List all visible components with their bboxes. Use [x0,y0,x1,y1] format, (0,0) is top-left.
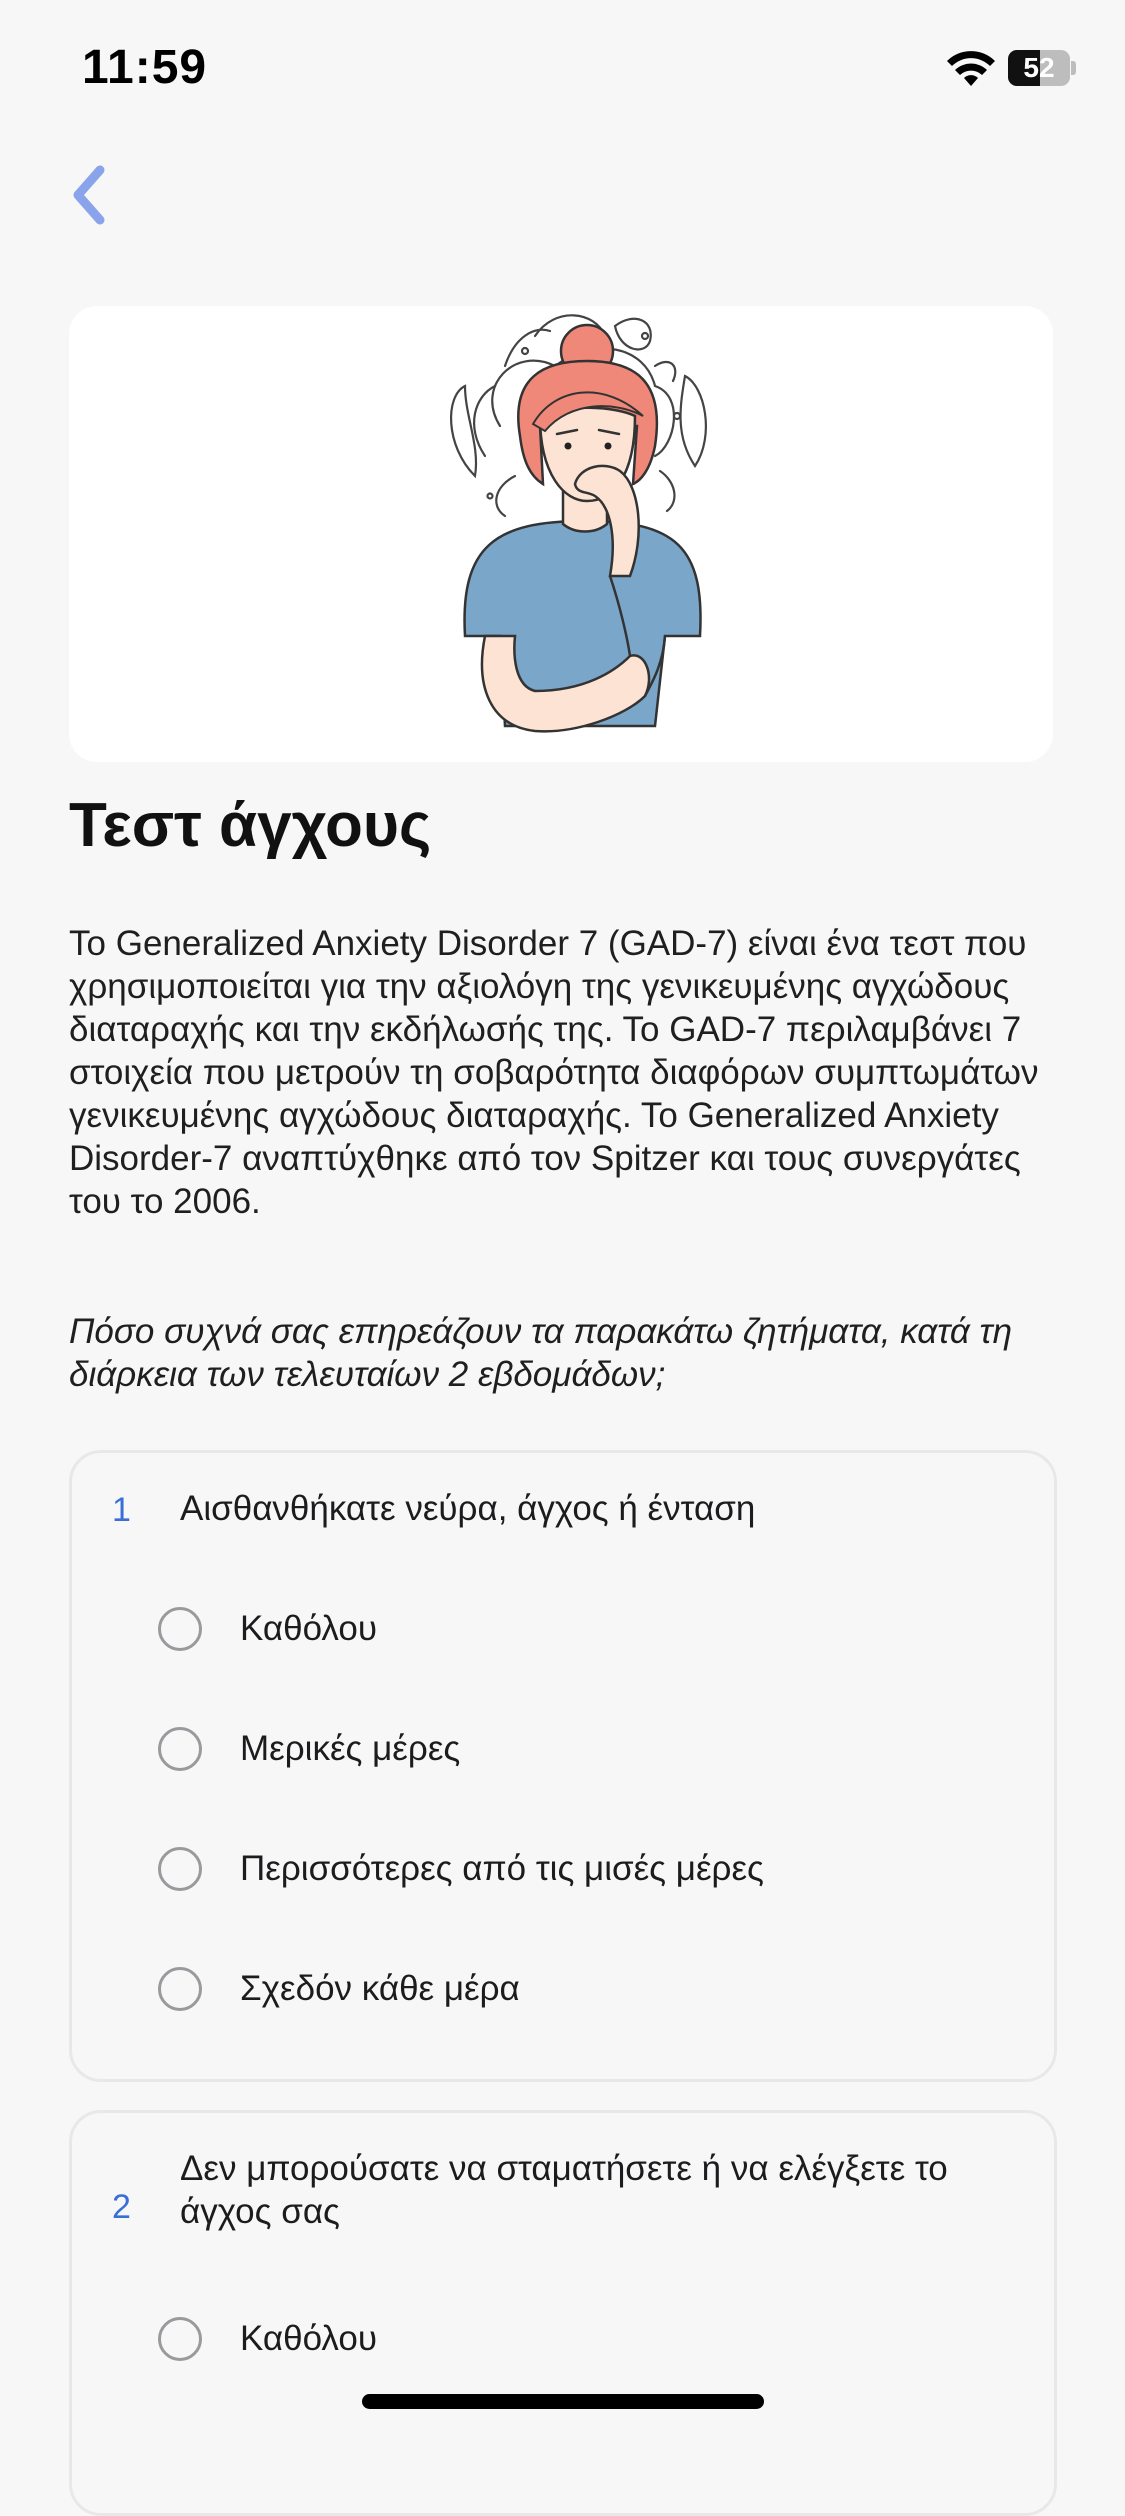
question-number: 2 [112,2188,131,2226]
battery-level: 52 [1023,52,1055,83]
option-label: Σχεδόν κάθε μέρα [240,1969,520,2008]
radio-circle-icon[interactable] [158,1727,202,1771]
option-label: Μερικές μέρες [240,1729,461,1768]
back-button[interactable] [62,160,118,230]
battery-icon [1008,50,1076,86]
hero-card [69,306,1053,762]
question-number: 1 [112,1491,131,1529]
question-card-2 [69,2110,1057,2516]
option-label: Περισσότερες από τις μισές μέρες [240,1849,764,1888]
home-indicator[interactable] [362,2394,764,2409]
page-title: Τεστ άγχους [69,791,432,860]
intro-text: Το Generalized Anxiety Disorder 7 (GAD-7) είναι ένα τεστ που χρησιμοποιείται για την αξιολόγη της γενικευμένης αγχώδους διαταραχής και την εκδήλωσής της. Το GAD-7 περιλαμβάνει 7 στοιχεία που μετρούν τη σοβαρότητα διαφόρων συμπτωμάτων γενικευμένης αγχώδους διαταραχής. Το Generalized Anxiety Disorder-7 αναπτύχθηκε από τον Spitzer και τους συνεργάτες του το 2006. [69,924,1039,1221]
anxious-woman-illustration [405,306,765,762]
chevron-left-icon [62,160,118,230]
option-radio[interactable] [158,1723,978,1783]
radio-circle-icon[interactable] [158,1967,202,2011]
prompt-text: Πόσο συχνά σας επηρεάζουν τα παρακάτω ζητήματα, κατά τη διάρκεια των τελευταίων 2 εβδομάδων; [69,1312,1013,1394]
status-bar [0,0,1125,140]
option-radio[interactable] [158,1843,978,1903]
option-radio[interactable] [158,1963,978,2023]
status-time: 11:59 [82,41,208,94]
question-text: Δεν μπορούσατε να σταματήσετε ή να ελέγξετε το άγχος σας [180,2149,948,2231]
option-label: Καθόλου [240,2319,377,2358]
question-text: Αισθανθήκατε νεύρα, άγχος ή ένταση [180,1489,756,1528]
question-card-1 [69,1450,1057,2082]
radio-circle-icon[interactable] [158,2317,202,2361]
radio-circle-icon[interactable] [158,1847,202,1891]
wifi-icon [945,48,997,88]
option-radio[interactable] [158,2313,978,2373]
radio-circle-icon[interactable] [158,1607,202,1651]
option-radio[interactable] [158,1603,978,1663]
option-label: Καθόλου [240,1609,377,1648]
